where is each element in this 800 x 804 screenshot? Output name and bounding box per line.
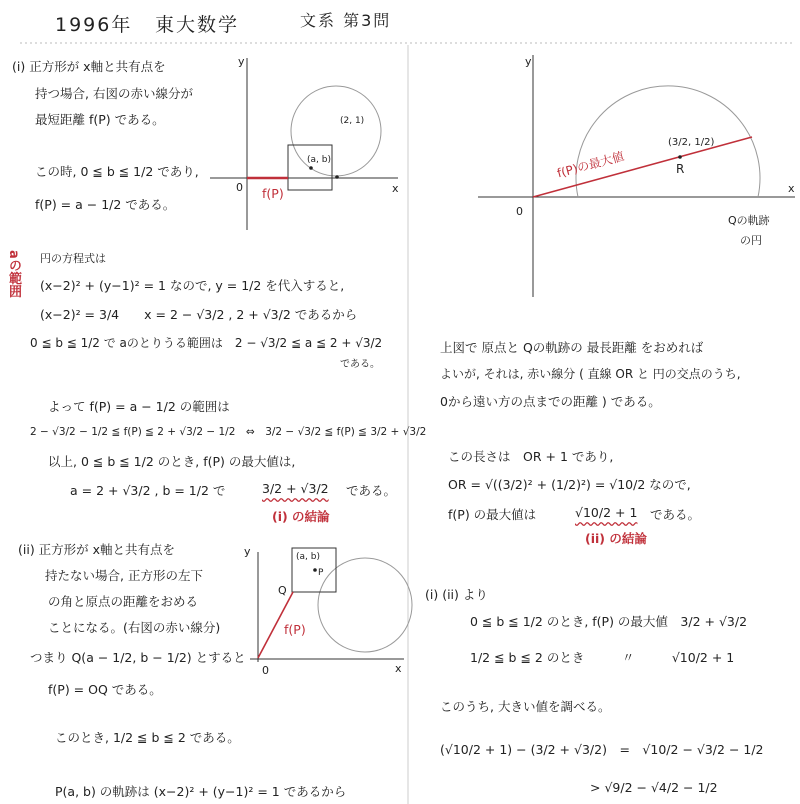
text-line: の角と原点の距離をおめる [48,594,199,609]
text-line: よって f(P) = a − 1/2 の範囲は [48,399,230,414]
text-line: (x−2)² + (y−1)² = 1 なので, y = 1/2 を代入すると, [40,278,345,293]
text-line: よいが, それは, 赤い線分 ( 直線 OR と 円の交点のうち, [440,367,741,381]
text-line: 持つ場合, 右図の赤い線分が [35,86,193,101]
text-line: (ii) 正方形が x軸と共有点を [18,542,176,557]
origin-label: 0 [262,664,269,677]
text-line: f(P) の最大値は [448,507,537,522]
text-line: OR = √((3/2)² + (1/2)²) = √10/2 なので, [448,477,691,492]
text-line: (i) 正方形が x軸と共有点を [12,59,166,74]
center-label: (3/2, 1/2) [668,137,715,148]
p-label: P [318,568,324,578]
text-line: 2 − √3/2 − 1/2 ≦ f(P) ≦ 2 + √3/2 − 1/2 ⇔ 3/2 − √3/2 ≦ f(P) ≦ 3/2 + √3/2 [30,426,427,438]
text-line: f(P) = OQ である。 [48,682,162,697]
text-line: 以上, 0 ≦ b ≦ 1/2 のとき, f(P) の最大値は, [48,454,296,469]
point-label: (a, b) [307,155,331,165]
subject: 東大数学 [155,14,240,36]
segment-label: f(P) [262,186,284,201]
circle [318,558,412,652]
point-r [678,155,682,159]
axis-label: y [244,545,251,558]
q-label: Q [278,584,287,597]
text-line: この時, 0 ≦ b ≦ 1/2 であり, [35,164,199,179]
locus-label: の円 [740,234,762,247]
text-line: 上図で 原点と Qの軌跡の 最長距離 をおめれば [440,340,704,355]
axis-label: y [525,55,532,68]
text-line: ことになる。(右図の赤い線分) [48,620,221,635]
figure-part1 [210,58,398,230]
text-line: このうち, 大きい値を調べる。 [440,699,611,714]
axis-label: x [392,182,399,195]
text-line: 最短距離 f(P) である。 [35,112,165,127]
axis-label: x [788,182,795,195]
axis-label: x [395,662,402,675]
text-line: (x−2)² = 3/4 x = 2 − √3/2 , 2 + √3/2 であるから [40,307,358,322]
axis-label: y [238,55,245,68]
text-line: 0 ≦ b ≦ 1/2 のとき, f(P) の最大値 3/2 + √3/2 [470,614,748,629]
text-line: である。 [340,359,380,370]
figure-part2 [250,548,412,662]
text-line: この長さは OR + 1 であり, [448,449,614,464]
segment-label: f(P)の最大値 [555,149,626,181]
conclusion-label: (ii) の結論 [585,531,647,546]
tangent-point [335,175,339,179]
text-line: つまり Q(a − 1/2, b − 1/2) とすると [30,650,246,665]
text-line: このとき, 1/2 ≦ b ≦ 2 である。 [55,730,240,745]
center-label: (2, 1) [340,116,365,126]
text-line: 円の方程式は [40,252,106,265]
text-line: f(P) = a − 1/2 である。 [35,197,176,212]
side-note: aの範囲 [6,250,21,298]
point-label: (a, b) [296,552,320,562]
figure-right [478,55,795,297]
text-line: である。 [650,507,701,522]
segment-label: f(P) [284,622,306,637]
text-line: 0から遠い方の点までの距離 ) である。 [440,394,661,409]
point-p [313,568,317,572]
text-line: P(a, b) の軌跡は (x−2)² + (y−1)² = 1 であるから [55,784,347,799]
text-line: 0 ≦ b ≦ 1/2 で aのとりうる範囲は 2 − √3/2 ≦ a ≦ 2 + √3/2 [30,336,383,350]
problem-number: 文系 第3問 [300,11,392,30]
text-line: (√10/2 + 1) − (3/2 + √3/2) = √10/2 − √3/2 − 1/2 [440,742,764,757]
origin-label: 0 [516,205,523,218]
r-label: R [676,162,685,176]
locus-label: Qの軌跡 [728,214,770,227]
text-line: 1/2 ≦ b ≦ 2 のとき 〃 √10/2 + 1 [470,650,735,665]
conclusion-label: (i) の結論 [272,509,330,524]
origin-label: 0 [236,181,243,194]
text-line: 持たない場合, 正方形の左下 [45,568,203,583]
text-line: である。 [346,483,397,498]
year: 1996年 [55,14,133,36]
answer: 3/2 + √3/2 [262,481,329,496]
circle [291,86,381,176]
point-ab [309,166,313,170]
text-line: (i) (ii) より [425,587,488,602]
text-line: > √9/2 − √4/2 − 1/2 [590,780,718,795]
answer: √10/2 + 1 [575,505,638,520]
text-line: a = 2 + √3/2 , b = 1/2 で [70,483,226,498]
